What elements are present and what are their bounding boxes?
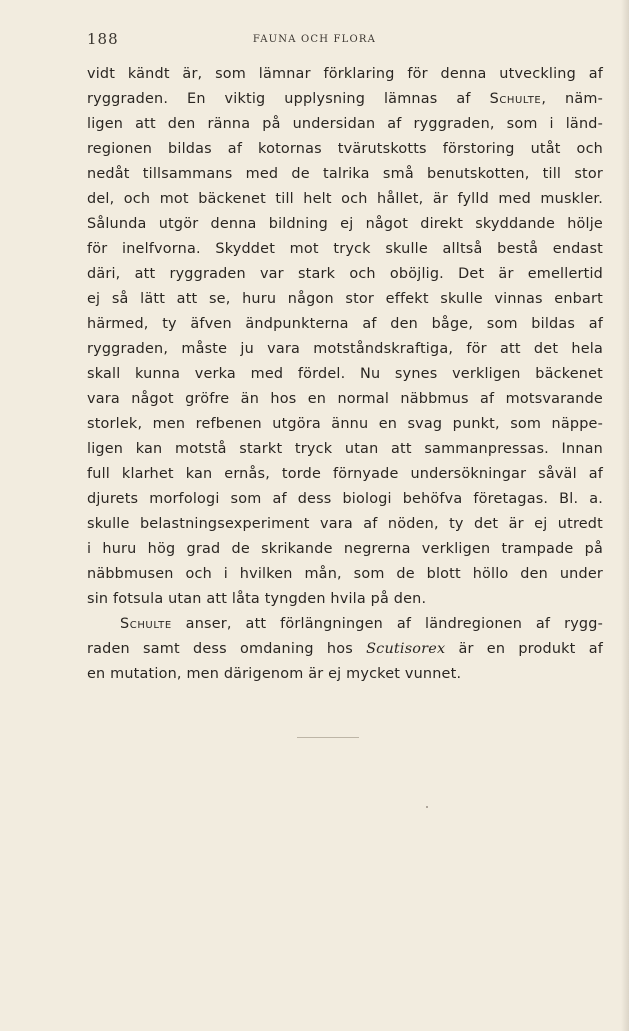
paper-speck bbox=[426, 806, 428, 808]
text-line: skulle belastningsexperiment vara af nöden, ty det är ej utredt bbox=[87, 516, 603, 532]
text-segment: ryggraden. En viktig upplysning lämnas af bbox=[87, 91, 490, 107]
text-line bbox=[87, 637, 603, 662]
text-line: ej så lätt att se, huru någon stor effekt skulle vinnas enbart bbox=[87, 291, 603, 307]
text-line: däri, att ryggraden var stark och oböjlig. Det är emellertid bbox=[87, 266, 603, 282]
text-segment: raden samt dess omdaning hos bbox=[87, 641, 367, 657]
text-line: nedåt tillsammans med de talrika små benutskotten, till stor bbox=[87, 166, 603, 182]
text-line: skall kunna verka med fördel. Nu synes verkligen bäckenet bbox=[87, 366, 603, 382]
text-line: i huru hög grad de skrikande negrerna verkligen trampade på bbox=[87, 541, 603, 557]
text-line: vara något gröfre än hos en normal näbbmus af motsvarande bbox=[87, 391, 603, 407]
text-line: ligen kan motstå starkt tryck utan att sammanpressas. Innan bbox=[87, 441, 603, 457]
text-line: djurets morfologi som af dess biologi behöfva företagas. Bl. a. bbox=[87, 491, 603, 507]
genus-name: Scutisorex bbox=[366, 641, 446, 657]
text-line: full klarhet kan ernås, torde förnyade undersökningar såväl af bbox=[87, 466, 603, 482]
text-line bbox=[87, 612, 603, 637]
section-end-rule bbox=[297, 737, 359, 738]
text-segment: , näm- bbox=[541, 91, 603, 107]
text-line: härmed, ty äfven ändpunkterna af den båge, som bildas af bbox=[87, 316, 603, 332]
text-line: sin fotsula utan att låta tyngden hvila på den. bbox=[87, 591, 427, 607]
text-line: ligen att den ränna på undersidan af ryggraden, som i länd- bbox=[87, 116, 603, 132]
running-head: FAUNA OCH FLORA bbox=[252, 34, 377, 45]
page-edge-shade bbox=[621, 0, 629, 1031]
text-line: vidt kändt är, som lämnar förklaring för denna utveckling af bbox=[87, 66, 603, 82]
text-line: näbbmusen och i hvilken mån, som de blott höllo den under bbox=[87, 566, 603, 582]
author-name: Schulte bbox=[489, 91, 542, 107]
text-segment: är en produkt af bbox=[445, 641, 603, 657]
text-line: del, och mot bäckenet till helt och hållet, är fylld med muskler. bbox=[87, 191, 603, 207]
author-name: Schulte bbox=[120, 616, 172, 632]
text-line: Sålunda utgör denna bildning ej något direkt skyddande hölje bbox=[87, 216, 603, 232]
text-line: ryggraden, måste ju vara motståndskraftiga, för att det hela bbox=[87, 341, 603, 357]
text-body bbox=[87, 62, 603, 687]
text-line: en mutation, men därigenom är ej mycket vunnet. bbox=[87, 666, 462, 682]
text-line bbox=[87, 87, 603, 112]
text-segment: anser, att förlängningen af ländregionen af rygg- bbox=[171, 616, 603, 632]
text-line: storlek, men refbenen utgöra ännu en svag punkt, som näppe- bbox=[87, 416, 603, 432]
text-line: regionen bildas af kotornas tvärutskotts förstoring utåt och bbox=[87, 141, 603, 157]
text-line: för inelfvorna. Skyddet mot tryck skulle alltså bestå endast bbox=[87, 241, 603, 257]
page-number: 188 bbox=[87, 30, 119, 48]
